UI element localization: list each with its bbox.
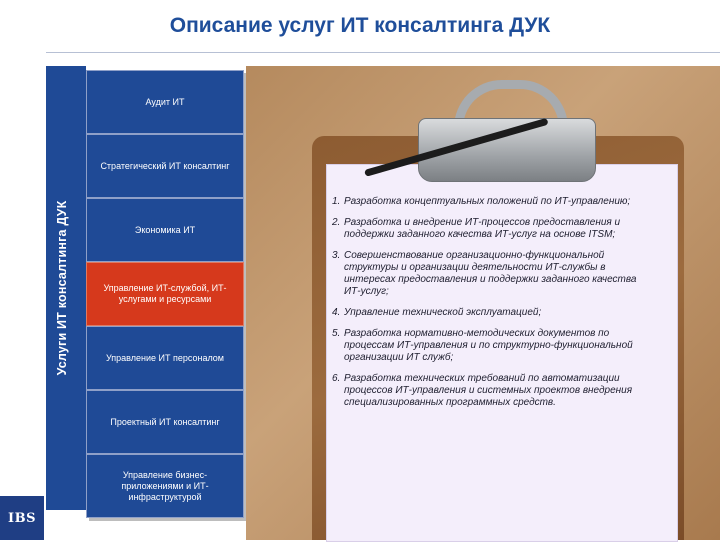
list-item-text: Управление технической эксплуатацией;	[344, 307, 542, 318]
list-item	[332, 250, 654, 298]
page-title: Описание услуг ИТ консалтинга ДУК	[169, 14, 551, 37]
side-label: Услуги ИТ консалтинга ДУК	[55, 200, 69, 376]
service-tile-strategy[interactable]: Стратегический ИТ консалтинг	[86, 134, 244, 198]
list-item-text: Разработка и внедрение ИТ-процессов предоставления и поддержки заданного качества ИТ-услуг на основе ITSM;	[344, 217, 621, 240]
title-divider	[46, 52, 720, 53]
list-item-text: Разработка концептуальных положений по ИТ-управлению;	[344, 196, 631, 207]
list-item	[332, 217, 654, 241]
points-list	[332, 196, 654, 418]
list-item-text: Разработка нормативно-методических документов по процессам ИТ-управления и по структурно-функциональной организации ИТ служб;	[344, 328, 633, 363]
list-item-number: 5.	[332, 328, 341, 339]
ibs-logo	[0, 496, 44, 540]
logo-text: IBS	[8, 510, 36, 526]
service-tile-audit[interactable]: Аудит ИТ	[86, 70, 244, 134]
list-item-text: Разработка технических требований по автоматизации процессов ИТ-управления и системных проектов внедрения специализированных программных средств.	[344, 373, 633, 408]
list-item-number: 6.	[332, 373, 341, 384]
list-item-number: 1.	[332, 196, 341, 207]
list-item	[332, 196, 654, 208]
list-item-number: 3.	[332, 250, 341, 261]
list-item-number: 2.	[332, 217, 341, 228]
service-rail	[78, 66, 86, 510]
list-item-number: 4.	[332, 307, 341, 318]
service-tile-economics[interactable]: Экономика ИТ	[86, 198, 244, 262]
service-tile-business-apps[interactable]: Управление бизнес-приложениями и ИТ-инфраструктурой	[86, 454, 244, 518]
list-item	[332, 328, 654, 364]
service-tile-project-consulting[interactable]: Проектный ИТ консалтинг	[86, 390, 244, 454]
list-item	[332, 307, 654, 319]
service-tile-personnel[interactable]: Управление ИТ персоналом	[86, 326, 244, 390]
service-tile-it-service-management[interactable]: Управление ИТ-службой, ИТ-услугами и ресурсами	[86, 262, 244, 326]
list-item-text: Совершенствование организационно-функциональной структуры и организации деятельности ИТ-службы в интересах предоставления и поддержки заданного качества ИТ-услуг;	[344, 250, 637, 297]
list-item	[332, 373, 654, 409]
